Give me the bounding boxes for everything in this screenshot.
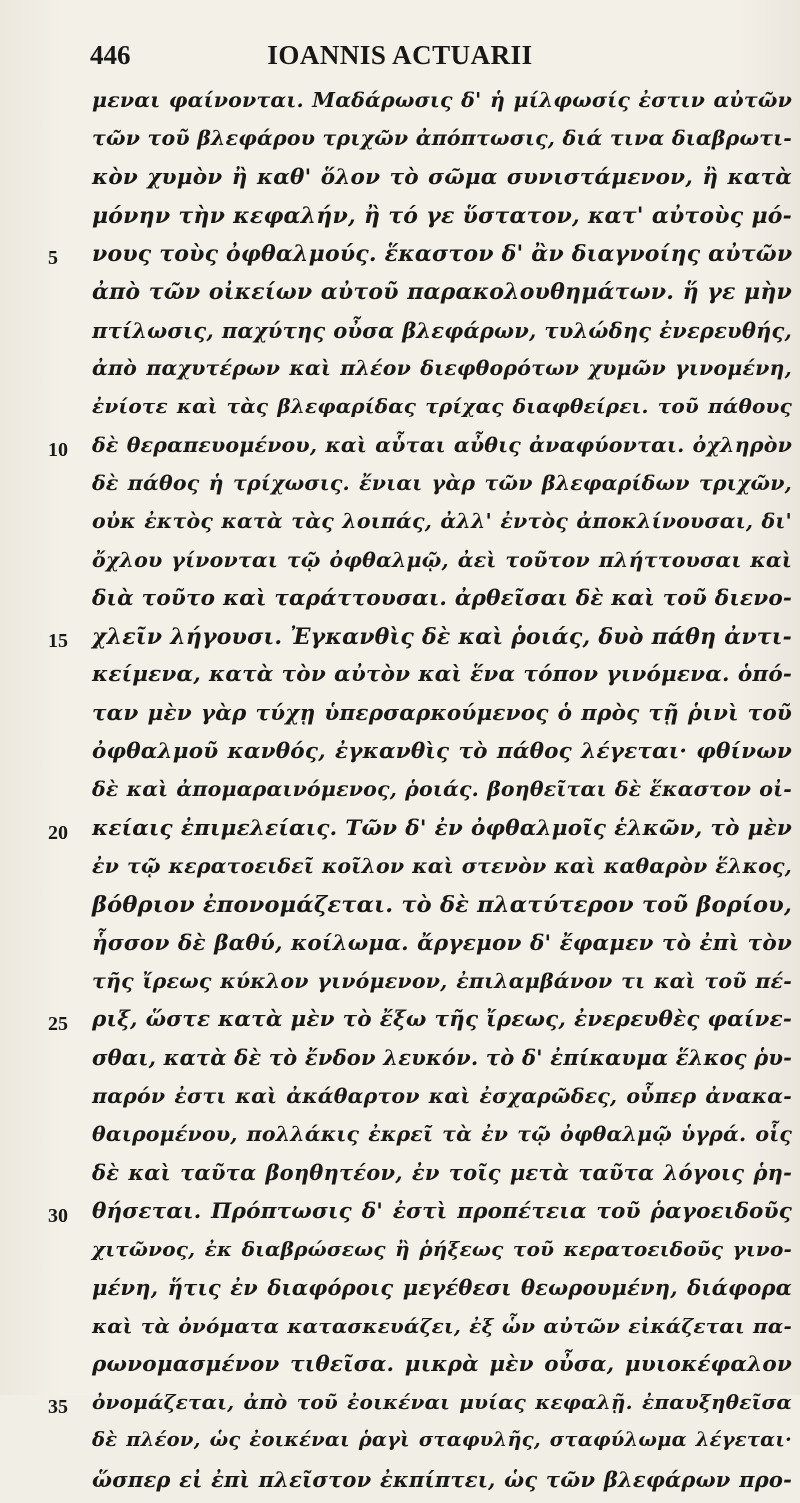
text-line — [0, 239, 800, 277]
text-line — [0, 1197, 800, 1235]
line-text: ρωνομασμένον τιθεῖσα. μικρὰ μὲν οὖσα, μυιοκέφαλον — [92, 1351, 792, 1377]
page-header — [0, 40, 800, 80]
text-line — [0, 852, 800, 890]
line-number: 5 — [48, 247, 58, 270]
line-text: μένη, ἥτις ἐν διαφόροις μεγέθεσι θεωρουμένη, διάφορα — [92, 1275, 792, 1301]
text-line — [0, 201, 800, 239]
text-line — [0, 354, 800, 392]
text-line — [0, 316, 800, 354]
body-text — [0, 86, 800, 1503]
text-line — [0, 967, 800, 1005]
line-text: κείαις ἐπιμελείαις. Τῶν δ' ἐν ὀφθαλμοῖς ἑλκῶν, τὸ μὲν — [92, 815, 792, 841]
running-head: IOANNIS ACTUARII — [267, 40, 533, 70]
line-text: νους τοὺς ὀφθαλμούς. ἕκαστον δ' ἂν διαγνοίης αὐτῶν — [92, 241, 793, 268]
text-line — [0, 775, 800, 813]
line-text: ἐν τῷ κερατοειδεῖ κοῖλον καὶ στενὸν καὶ καθαρὸν ἕλκος, — [92, 853, 792, 878]
text-line — [0, 1005, 800, 1043]
text-line — [0, 1312, 800, 1350]
text-line — [0, 660, 800, 698]
line-text: πτίλωσις, παχύτης οὖσα βλεφάρων, τυλώδης ἐνερευθής, — [92, 317, 792, 343]
text-line — [0, 1043, 800, 1081]
line-text: ὀνομάζεται, ἀπὸ τοῦ ἐοικέναι μυίας κεφαλῇ. ἐπαυξηθεῖσα — [92, 1390, 792, 1415]
text-line — [0, 584, 800, 622]
line-text: διὰ τοῦτο καὶ ταράττουσαι. ἀρθεῖσαι δὲ καὶ τοῦ διενο- — [92, 585, 792, 611]
line-text: οὐκ ἐκτὸς κατὰ τὰς λοιπάς, ἀλλ' ἐντὸς ἀποκλίνουσαι, δι' — [92, 509, 792, 534]
text-line — [0, 1120, 800, 1158]
text-line — [0, 392, 800, 430]
line-text: χλεῖν λήγουσι. Ἐγκανθὶς δὲ καὶ ῥοιάς, δυὸ πάθη ἀντι- — [92, 624, 792, 651]
line-number: 25 — [48, 1013, 68, 1036]
line-text: δὲ πλέον, ὡς ἐοικέναι ῥαγὶ σταφυλῆς, σταφύλωμα λέγεται· — [92, 1428, 792, 1452]
text-line — [0, 814, 800, 852]
text-line — [0, 546, 800, 584]
text-line — [0, 469, 800, 507]
text-line — [0, 1158, 800, 1196]
line-text: δὲ θεραπευομένου, καὶ αὗται αὖθις ἀναφύονται. ὀχληρὸν — [92, 432, 792, 457]
text-line — [0, 277, 800, 315]
text-line — [0, 1235, 800, 1273]
line-text: ριξ, ὥστε κατὰ μὲν τὸ ἔξω τῆς ἴρεως, ἐνερευθὲς φαίνε- — [92, 1007, 792, 1033]
text-line — [0, 1273, 800, 1311]
text-line — [0, 737, 800, 775]
page-number: 446 — [90, 40, 131, 70]
text-line — [0, 699, 800, 737]
line-number: 10 — [48, 438, 68, 461]
text-line — [0, 890, 800, 928]
text-line — [0, 124, 800, 162]
line-text: ἐνίοτε καὶ τὰς βλεφαρίδας τρίχας διαφθείρει. τοῦ πάθους — [92, 394, 792, 419]
line-text: χιτῶνος, ἐκ διαβρώσεως ἢ ῥήξεως τοῦ κερατοειδοῦς γινο- — [92, 1236, 792, 1261]
line-text: ἀπὸ τῶν οἰκείων αὐτοῦ παρακολουθημάτων. ἥ γε μὴν — [92, 279, 792, 306]
line-text: ἀπὸ παχυτέρων καὶ πλέον διεφθορότων χυμῶν γινομένη, — [92, 356, 792, 381]
line-text: παρόν ἐστι καὶ ἀκάθαρτον καὶ ἐσχαρῶδες, οὗπερ ἀνακα- — [92, 1083, 792, 1108]
line-text: κείμενα, κατὰ τὸν αὐτὸν καὶ ἕνα τόπον γινόμενα. ὁπό- — [92, 662, 792, 688]
line-text: ὄχλου γίνονται τῷ ὀφθαλμῷ, ἀεὶ τοῦτον πλήττουσαι καὶ — [92, 547, 792, 572]
line-text: δὲ καὶ ἀπομαραινόμενος, ῥοιάς. βοηθεῖται δὲ ἕκαστον οἰ- — [92, 777, 792, 802]
line-text: θαιρομένου, πολλάκις ἐκρεῖ τὰ ἐν τῷ ὀφθαλμῷ ὑγρά. οἷς — [92, 1122, 792, 1147]
line-text: βόθριον ἐπονομάζεται. τὸ δὲ πλατύτερον τοῦ βορίου, — [92, 892, 792, 919]
line-number: 20 — [48, 821, 68, 844]
text-line — [0, 431, 800, 469]
text-line — [0, 1388, 800, 1426]
text-line — [0, 1465, 800, 1503]
line-text: μόνην τὴν κεφαλήν, ἢ τό γε ὕστατον, κατ' αὐτοὺς μό- — [92, 202, 792, 229]
line-number: 30 — [48, 1204, 68, 1227]
line-number: 35 — [48, 1396, 68, 1419]
line-text: καὶ τὰ ὀνόματα κατασκευάζει, ἐξ ὧν αὐτῶν εἰκάζεται πα- — [92, 1313, 792, 1338]
line-text: τῆς ἴρεως κύκλον γινόμενον, ἐπιλαμβάνον τι καὶ τοῦ πέ- — [92, 968, 792, 993]
text-line — [0, 86, 800, 124]
line-text: δὲ καὶ ταῦτα βοηθητέον, ἐν τοῖς μετὰ ταῦτα λόγοις ῥη- — [92, 1160, 792, 1186]
line-text: ταν μὲν γὰρ τύχῃ ὑπερσαρκούμενος ὁ πρὸς τῇ ῥινὶ τοῦ — [92, 700, 792, 726]
line-text: θήσεται. Πρόπτωσις δ' ἐστὶ προπέτεια τοῦ ῥαγοειδοῦς — [92, 1198, 792, 1224]
line-text: σθαι, κατὰ δὲ τὸ ἔνδον λευκόν. τὸ δ' ἐπίκαυμα ἕλκος ῥυ- — [92, 1045, 793, 1071]
line-text: τῶν τοῦ βλεφάρου τριχῶν ἀπόπτωσις, διά τινα διαβρωτι- — [92, 126, 792, 151]
text-line — [0, 929, 800, 967]
text-line — [0, 507, 800, 545]
text-line — [0, 163, 800, 201]
line-text: δὲ πάθος ἡ τρίχωσις. ἔνιαι γὰρ τῶν βλεφαρίδων τριχῶν, — [92, 470, 792, 495]
line-text: κὸν χυμὸν ἢ καθ' ὅλον τὸ σῶμα συνιστάμενον, ἢ κατὰ — [92, 164, 792, 190]
line-text: ἧσσον δὲ βαθύ, κοίλωμα. ἄργεμον δ' ἔφαμεν τὸ ἐπὶ τὸν — [92, 930, 792, 956]
text-line — [0, 1082, 800, 1120]
line-text: ὀφθαλμοῦ κανθός, ἐγκανθὶς τὸ πάθος λέγεται· φθίνων — [92, 739, 792, 765]
text-line — [0, 622, 800, 660]
text-line — [0, 1426, 800, 1464]
text-line — [0, 1350, 800, 1388]
line-text: ὥσπερ εἰ ἐπὶ πλεῖστον ἐκπίπτει, ὡς τῶν βλεφάρων προ- — [92, 1466, 792, 1492]
line-text: μεναι φαίνονται. Μαδάρωσις δ' ἡ μίλφωσίς ἐστιν αὐτῶν — [92, 88, 792, 112]
line-number: 15 — [48, 630, 68, 653]
